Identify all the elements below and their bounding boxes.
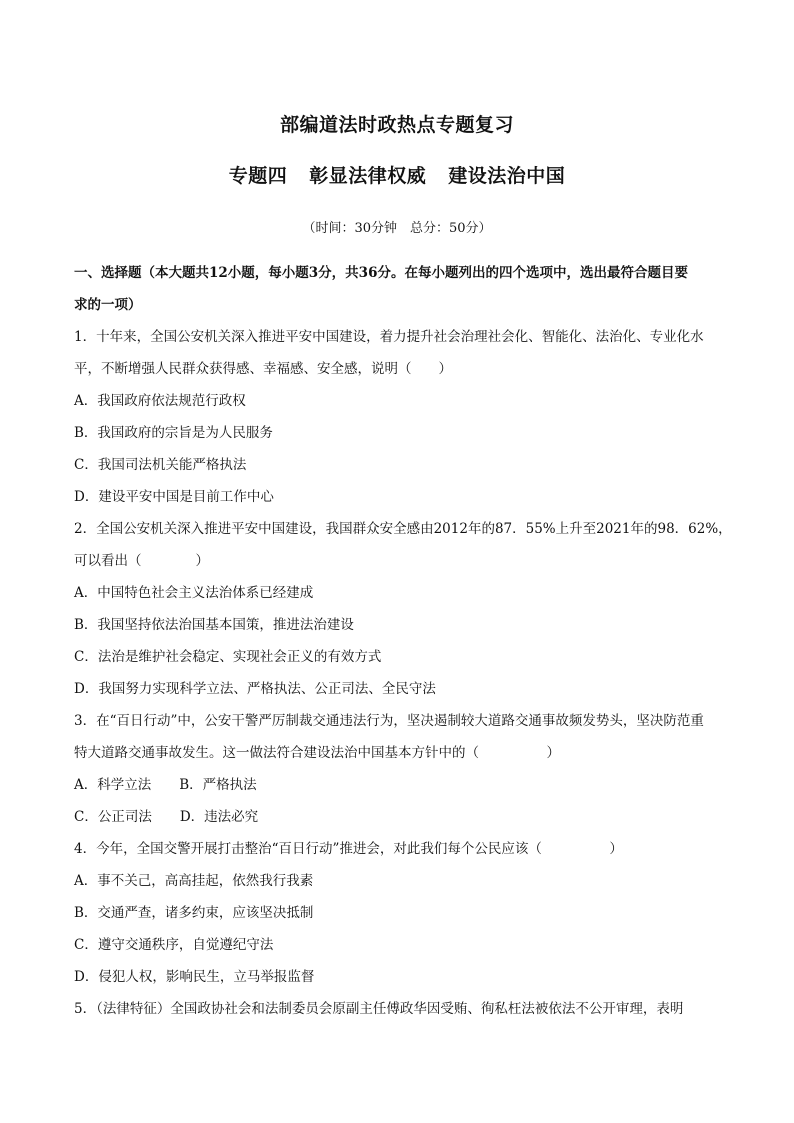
question-1-stem-line-2: 平，不断增强人民群众获得感、幸福感、安全感，说明（ ） (74, 361, 452, 377)
question-2-option-c: C．法治是维护社会稳定、实现社会正义的有效方式 (74, 649, 382, 665)
question-1-option-c: C．我国司法机关能严格执法 (74, 457, 247, 473)
question-3-options-row-2 (74, 801, 734, 833)
section-heading-line-2: 求的一项） (74, 297, 142, 313)
question-3-option-d: D．违法必究 (179, 809, 259, 825)
question-3-option-b: B．严格执法 (179, 777, 257, 793)
question-3-options-row-1 (74, 769, 734, 801)
document-subtitle (0, 161, 794, 188)
question-3-stem-line-1: 3．在“百日行动”中，公安干警严厉制裁交通违法行为，坚决遏制较大道路交通事故频发势头，坚决防范重 (74, 713, 704, 729)
question-2-option-b: B．我国坚持依法治国基本国策，推进法治建设 (74, 617, 354, 633)
question-4-option-c: C．遵守交通秩序，自觉遵纪守法 (74, 937, 274, 953)
subtitle-topic-name-1: 彰显法律权威 (309, 165, 427, 187)
subtitle-topic-number: 专题四 (228, 165, 288, 187)
question-3-option-a: A．科学立法 (74, 777, 152, 793)
question-body (74, 257, 734, 1025)
question-4-option-b: B．交通严查，诸多约束，应该坚决抵制 (74, 905, 314, 921)
subtitle-topic-name-2: 建设法治中国 (448, 165, 566, 187)
question-2-stem-line-2: 可以看出（ ） (74, 553, 209, 569)
question-4-stem-line-1: 4．今年，全国交警开展打击整治“百日行动”推进会，对此我们每个公民应该（ ） (74, 841, 623, 857)
question-3-option-c: C．公正司法 (74, 809, 152, 825)
question-2-option-d: D．我国努力实现科学立法、严格执法、公正司法、全民守法 (74, 681, 436, 697)
question-2-option-a: A．中国特色社会主义法治体系已经建成 (74, 585, 314, 601)
question-4-option-d: D．侵犯人权，影响民生，立马举报监督 (74, 969, 315, 985)
question-3-stem-line-2: 特大道路交通事故发生。这一做法符合建设法治中国基本方针中的（ ） (74, 745, 560, 761)
question-1-option-a: A．我国政府依法规范行政权 (74, 393, 246, 409)
question-5-stem-line-1: 5．（法律特征）全国政协社会和法制委员会原副主任傅政华因受贿、徇私枉法被依法不公开审理，表明 (74, 1001, 684, 1017)
question-1-option-d: D．建设平安中国是目前工作中心 (74, 489, 274, 505)
question-1-option-b: B．我国政府的宗旨是为人民服务 (74, 425, 273, 441)
document-title: 部编道法时政热点专题复习 (279, 114, 514, 136)
question-4-option-a: A．事不关己，高高挂起，依然我行我素 (74, 873, 314, 889)
question-1-stem-line-1: 1．十年来，全国公安机关深入推进平安中国建设，着力提升社会治理社会化、智能化、法治化、专业化水 (74, 329, 704, 345)
time-score-info: （时间：30分钟 总分：50分） (302, 221, 492, 236)
section-heading-line-1: 一、选择题（本大题共12小题，每小题3分，共36分。在每小题列出的四个选项中，选出最符合题目要 (74, 265, 688, 281)
question-2-stem-line-1: 2．全国公安机关深入推进平安中国建设，我国群众安全感由2012年的87．55%上升至2021年的98．62%， (74, 521, 732, 537)
